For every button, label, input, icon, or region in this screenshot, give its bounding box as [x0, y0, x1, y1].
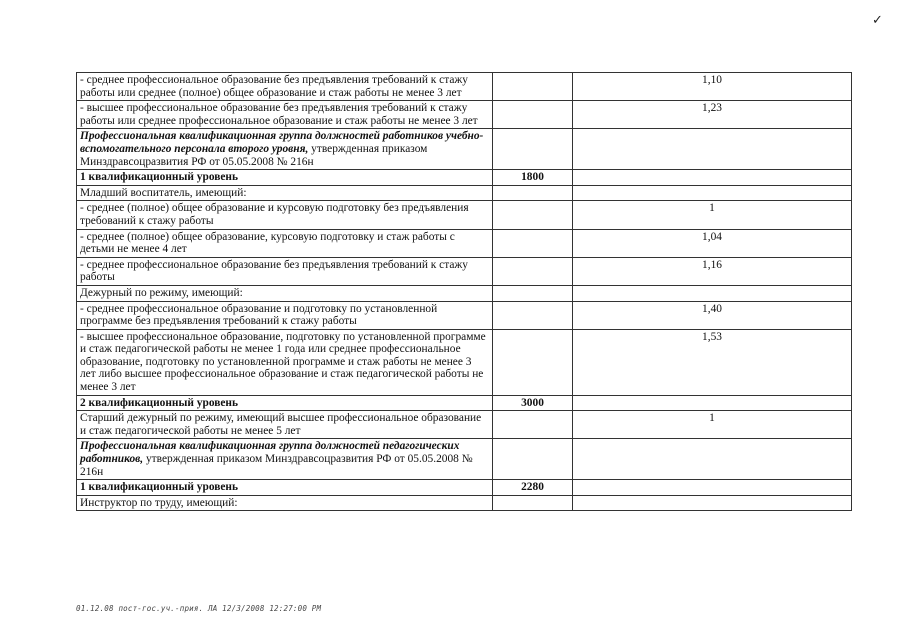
table-row: [77, 129, 852, 170]
row-text: - высшее профессиональное образование, подготовку по установленной программе и стаж педагогической работы не менее 1 года или среднее профессиональное образование, подготовку по установленной программе и стаж работы не менее 3 лет либо высшее профессиональное образование и стаж педагогической работы не менее 3 лет: [80, 330, 486, 394]
salary-cell: [493, 73, 573, 101]
salary-cell: [493, 329, 573, 395]
coefficient-cell: [573, 285, 852, 301]
salary-cell: [493, 201, 573, 229]
salary-cell: [493, 101, 573, 129]
row-description: [77, 301, 493, 329]
table-row: [77, 411, 852, 439]
row-description: [77, 495, 493, 511]
row-description: [77, 395, 493, 411]
coefficient-cell: 1: [573, 201, 852, 229]
row-description: [77, 129, 493, 170]
row-text: - среднее профессиональное образование и подготовку по установленной программе без предъявления требований к стажу работы: [80, 302, 438, 328]
row-description: [77, 257, 493, 285]
coefficient-cell: [573, 185, 852, 201]
salary-cell: 1800: [493, 170, 573, 186]
row-text: - среднее (полное) общее образование, курсовую подготовку и стаж работы с детьми не менее 4 лет: [80, 230, 455, 256]
salary-cell: [493, 257, 573, 285]
check-mark: ✓: [872, 12, 883, 27]
table-row: [77, 170, 852, 186]
table-row: [77, 185, 852, 201]
row-description: [77, 185, 493, 201]
salary-cell: 3000: [493, 395, 573, 411]
salary-cell: [493, 495, 573, 511]
row-text: - среднее профессиональное образование без предъявления требований к стажу работы: [80, 258, 468, 284]
table-body: [77, 73, 852, 511]
coefficient-cell: 1,10: [573, 73, 852, 101]
table-row: [77, 495, 852, 511]
qualification-level: 2 квалификационный уровень: [80, 396, 239, 409]
row-description: [77, 329, 493, 395]
coefficient-cell: 1,16: [573, 257, 852, 285]
row-description: [77, 101, 493, 129]
row-text: - высшее профессиональное образование без предъявления требований к стажу работы или среднее профессиональное образование и стаж работы не менее 3 лет: [80, 102, 478, 127]
coefficient-cell: [573, 480, 852, 496]
row-text: Старший дежурный по режиму, имеющий высшее профессиональное образование и стаж педагогической работы не менее 5 лет: [80, 412, 482, 437]
coefficient-cell: [573, 129, 852, 170]
row-description: [77, 73, 493, 101]
salary-cell: 2280: [493, 480, 573, 496]
table-row: [77, 201, 852, 229]
salary-cell: [493, 411, 573, 439]
salary-cell: [493, 185, 573, 201]
group-title: Профессиональная квалификационная группа должностей педагогических работников,: [80, 440, 460, 466]
table-row: [77, 395, 852, 411]
row-text: Дежурный по режиму, имеющий:: [80, 286, 243, 299]
salary-cell: [493, 285, 573, 301]
group-approval: утвержденная приказом Минздравсоцразвития РФ от 05.05.2008 № 216н: [80, 142, 428, 168]
row-description: [77, 170, 493, 186]
qualification-level: 1 квалификационный уровень: [80, 481, 239, 494]
coefficient-cell: [573, 495, 852, 511]
salary-cell: [493, 301, 573, 329]
coefficient-cell: 1,40: [573, 301, 852, 329]
row-text: Инструктор по труду, имеющий:: [80, 496, 238, 509]
coefficient-cell: 1,53: [573, 329, 852, 395]
row-description: [77, 411, 493, 439]
row-description: [77, 439, 493, 480]
row-text: Младший воспитатель, имеющий:: [80, 186, 247, 199]
row-description: [77, 480, 493, 496]
page-footer: 01.12.08 пост-гос.уч.-прия. ЛА 12/3/2008 12:27:00 PM: [76, 604, 322, 613]
salary-cell: [493, 229, 573, 257]
table-row: [77, 229, 852, 257]
salary-cell: [493, 129, 573, 170]
coefficient-cell: 1,23: [573, 101, 852, 129]
coefficient-cell: [573, 170, 852, 186]
table-row: [77, 73, 852, 101]
group-approval: утвержденная приказом Минздравсоцразвития РФ от 05.05.2008 № 216н: [80, 453, 473, 478]
coefficient-cell: 1: [573, 411, 852, 439]
coefficient-cell: 1,04: [573, 229, 852, 257]
coefficient-cell: [573, 439, 852, 480]
row-description: [77, 229, 493, 257]
table-row: [77, 257, 852, 285]
salary-cell: [493, 439, 573, 480]
coefficient-cell: [573, 395, 852, 411]
table-row: [77, 439, 852, 480]
row-description: [77, 285, 493, 301]
table-row: [77, 285, 852, 301]
row-description: [77, 201, 493, 229]
table-row: [77, 480, 852, 496]
row-text: - среднее (полное) общее образование и курсовую подготовку без предъявления требований к стажу работы: [80, 202, 469, 227]
table-row: [77, 301, 852, 329]
row-text: - среднее профессиональное образование без предъявления требований к стажу работы или среднее (полное) общее образование и стаж работы не менее 3 лет: [80, 74, 468, 99]
group-title: Профессиональная квалификационная группа должностей работников учебно-вспомогательного персонала второго уровня,: [80, 130, 484, 155]
table-row: [77, 101, 852, 129]
table-row: [77, 329, 852, 395]
salary-table: [76, 72, 852, 511]
qualification-level: 1 квалификационный уровень: [80, 171, 239, 184]
